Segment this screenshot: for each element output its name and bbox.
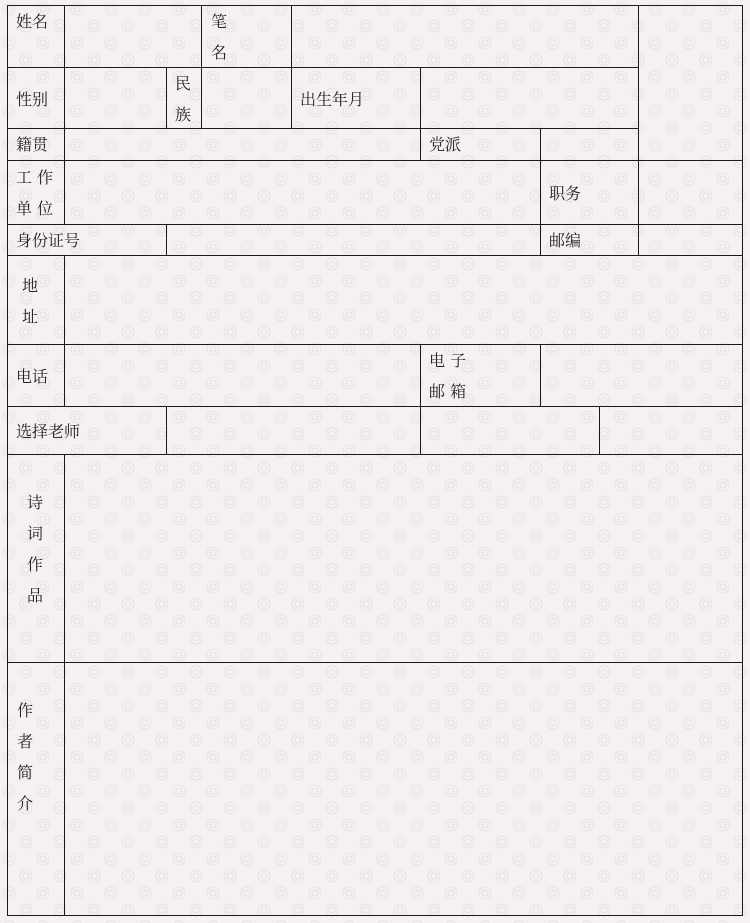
birth-input[interactable] (420, 67, 639, 129)
work-unit-input[interactable] (64, 160, 541, 225)
pen-name-label-2: 名 (211, 43, 228, 62)
email-label-cell (420, 344, 541, 407)
bio-label-char: 作 (17, 701, 34, 720)
ethnicity-label-cell (166, 67, 202, 129)
id-label-cell (7, 224, 167, 256)
birth-label: 出生年月 (300, 90, 365, 109)
gender-label-cell (7, 67, 65, 129)
position-label: 职务 (549, 184, 582, 203)
bio-label-char: 者 (17, 732, 34, 751)
name-label-cell (7, 5, 65, 68)
ethnicity-label-1: 民 (175, 74, 192, 93)
gender-label: 性别 (16, 90, 49, 109)
phone-label-cell (7, 344, 65, 407)
birth-label-cell (291, 67, 421, 129)
name-label: 姓名 (16, 12, 49, 31)
address-label-2: 址 (22, 307, 39, 326)
poems-label-char: 作 (27, 555, 44, 574)
bio-label-cell (7, 662, 65, 916)
pen-name-label-cell (201, 5, 292, 68)
phone-label: 电话 (16, 367, 49, 386)
position-input[interactable] (638, 160, 743, 225)
poems-label-char: 词 (27, 524, 44, 543)
work-unit-label-cell (7, 160, 65, 225)
poems-input[interactable] (64, 454, 743, 663)
party-input[interactable] (540, 128, 639, 161)
position-label-cell (540, 160, 639, 225)
poems-label-char: 品 (27, 586, 44, 605)
work-unit-label-1: 工 作 (16, 168, 54, 187)
work-unit-label-2: 单 位 (16, 199, 54, 218)
id-label: 身份证号 (16, 231, 81, 250)
email-label-1: 电 子 (429, 351, 467, 370)
ethnicity-input[interactable] (201, 67, 292, 129)
address-label-1: 地 (22, 276, 39, 295)
party-label: 党派 (429, 135, 462, 154)
teacher-choice-1[interactable] (166, 406, 421, 455)
teacher-choice-3[interactable] (599, 406, 743, 455)
address-input[interactable] (64, 255, 743, 345)
poems-label-char: 诗 (27, 493, 44, 512)
hometown-input[interactable] (64, 128, 421, 161)
teacher-label-cell (7, 406, 167, 455)
bio-label-char: 简 (17, 763, 34, 782)
party-label-cell (420, 128, 541, 161)
pen-name-label-1: 笔 (211, 12, 228, 31)
address-label-cell (7, 255, 65, 345)
gender-input[interactable] (64, 67, 167, 129)
phone-input[interactable] (64, 344, 421, 407)
poems-label-cell (7, 454, 65, 663)
postcode-input[interactable] (638, 224, 743, 256)
email-input[interactable] (540, 344, 743, 407)
teacher-label: 选择老师 (16, 422, 81, 441)
email-label-2: 邮 箱 (429, 382, 467, 401)
teacher-choice-2[interactable] (420, 406, 600, 455)
name-input[interactable] (64, 5, 202, 68)
postcode-label: 邮编 (549, 231, 582, 250)
hometown-label-cell (7, 128, 65, 161)
id-input[interactable] (166, 224, 541, 256)
bio-label-char: 介 (17, 794, 34, 813)
pen-name-input[interactable] (291, 5, 639, 68)
photo-box (638, 5, 743, 161)
postcode-label-cell (540, 224, 639, 256)
ethnicity-label-2: 族 (175, 105, 192, 124)
hometown-label: 籍贯 (16, 135, 49, 154)
bio-input[interactable] (64, 662, 743, 916)
